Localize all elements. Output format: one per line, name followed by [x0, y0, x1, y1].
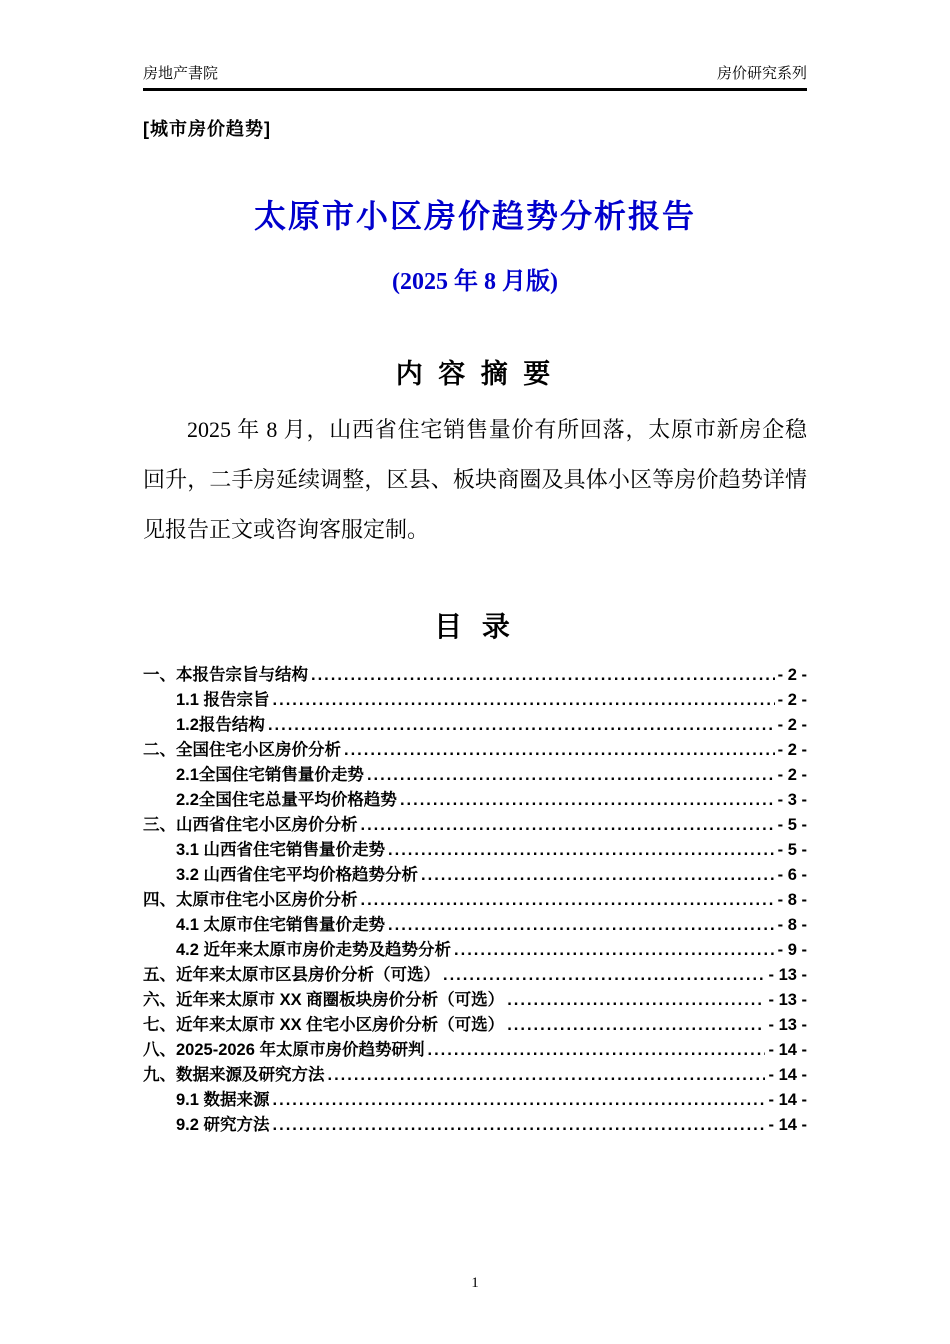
- toc-leader-dots: [273, 1113, 766, 1138]
- toc-entry-page: - 6 -: [777, 866, 807, 884]
- toc-entry: [143, 1063, 807, 1088]
- toc-list: [143, 663, 807, 1138]
- toc-entry-page: - 2 -: [777, 766, 807, 784]
- toc-entry-page: - 8 -: [777, 891, 807, 909]
- toc-entry-label: 四、太原市住宅小区房价分析: [143, 891, 358, 909]
- toc-entry-label: 1.1 报告宗旨: [176, 691, 270, 709]
- toc-entry: [143, 988, 807, 1013]
- toc-leader-dots: [361, 888, 775, 913]
- toc-entry-page: - 13 -: [768, 991, 807, 1009]
- toc-leader-dots: [507, 1013, 765, 1038]
- toc-entry: [143, 663, 807, 688]
- toc-entry: [143, 738, 807, 763]
- toc-leader-dots: [328, 1063, 766, 1088]
- toc-entry-page: - 14 -: [768, 1116, 807, 1134]
- toc-leader-dots: [344, 738, 775, 763]
- toc-entry-label: 五、近年来太原市区县房价分析（可选）: [143, 966, 440, 984]
- toc-entry: [143, 863, 807, 888]
- toc-entry-label: 六、近年来太原市 XX 商圈板块房价分析（可选）: [143, 991, 505, 1009]
- toc-entry-page: - 8 -: [777, 916, 807, 934]
- toc-leader-dots: [388, 913, 775, 938]
- toc-leader-dots: [268, 713, 775, 738]
- category-label: [城市房价趋势]: [143, 119, 271, 139]
- toc-entry: [143, 788, 807, 813]
- toc-entry-page: - 2 -: [777, 691, 807, 709]
- toc-entry: [143, 713, 807, 738]
- toc-entry-page: - 2 -: [777, 741, 807, 759]
- toc-entry-label: 2.1全国住宅销售量价走势: [176, 766, 364, 784]
- toc-entry-page: - 5 -: [777, 816, 807, 834]
- toc-leader-dots: [273, 688, 775, 713]
- toc-leader-dots: [507, 988, 765, 1013]
- toc-entry: [143, 1013, 807, 1038]
- toc-leader-dots: [428, 1038, 766, 1063]
- toc-entry-label: 七、近年来太原市 XX 住宅小区房价分析（可选）: [143, 1016, 505, 1034]
- toc-entry: [143, 938, 807, 963]
- page-header: [143, 0, 807, 91]
- toc-entry-page: - 14 -: [768, 1091, 807, 1109]
- toc-entry-label: 一、本报告宗旨与结构: [143, 666, 308, 684]
- toc-entry-page: - 13 -: [768, 966, 807, 984]
- toc-entry-page: - 2 -: [777, 666, 807, 684]
- toc-entry-label: 2.2全国住宅总量平均价格趋势: [176, 791, 397, 809]
- toc-leader-dots: [388, 838, 775, 863]
- toc-entry: [143, 1038, 807, 1063]
- toc-leader-dots: [454, 938, 775, 963]
- toc-entry: [143, 813, 807, 838]
- toc-entry-label: 9.1 数据来源: [176, 1091, 270, 1109]
- toc-entry-label: 二、全国住宅小区房价分析: [143, 741, 341, 759]
- toc-entry: [143, 963, 807, 988]
- toc-leader-dots: [367, 763, 775, 788]
- toc-entry: [143, 1113, 807, 1138]
- toc-leader-dots: [400, 788, 775, 813]
- toc-entry: [143, 838, 807, 863]
- toc-entry-label: 4.2 近年来太原市房价走势及趋势分析: [176, 941, 452, 959]
- toc-heading: 目 录: [434, 611, 516, 642]
- header-left-text: 房地产書院: [143, 65, 219, 82]
- report-title: 太原市小区房价趋势分析报告: [253, 198, 696, 234]
- toc-leader-dots: [361, 813, 775, 838]
- page-number: 1: [471, 1275, 479, 1291]
- toc-entry-page: - 9 -: [777, 941, 807, 959]
- header-right-text: 房价研究系列: [716, 65, 807, 82]
- toc-entry-label: 八、2025-2026 年太原市房价趋势研判: [143, 1041, 425, 1059]
- toc-entry-page: - 13 -: [768, 1016, 807, 1034]
- toc-entry-label: 4.1 太原市住宅销售量价走势: [176, 916, 386, 934]
- toc-entry-page: - 5 -: [777, 841, 807, 859]
- toc-entry-label: 1.2报告结构: [176, 716, 265, 734]
- toc-entry-label: 9.2 研究方法: [176, 1116, 270, 1134]
- toc-leader-dots: [273, 1088, 766, 1113]
- toc-entry-page: - 14 -: [768, 1066, 807, 1084]
- report-subtitle: (2025 年 8 月版): [392, 269, 558, 295]
- toc-entry-page: - 2 -: [777, 716, 807, 734]
- abstract-paragraph: 2025 年 8 月，山西省住宅销售量价有所回落，太原市新房企稳回升，二手房延续调整，区县、板块商圈及具体小区等房价趋势详情见报告正文或咨询客服定制。: [143, 417, 807, 542]
- toc-entry: [143, 888, 807, 913]
- abstract-heading: 内 容 摘 要: [395, 359, 555, 389]
- toc-entry: [143, 1088, 807, 1113]
- toc-leader-dots: [421, 863, 775, 888]
- toc-entry-label: 3.1 山西省住宅销售量价走势: [176, 841, 386, 859]
- toc-entry-label: 九、数据来源及研究方法: [143, 1066, 325, 1084]
- toc-leader-dots: [311, 663, 775, 688]
- toc-entry: [143, 688, 807, 713]
- toc-leader-dots: [443, 963, 765, 988]
- toc-entry-label: 3.2 山西省住宅平均价格趋势分析: [176, 866, 419, 884]
- toc-entry: [143, 913, 807, 938]
- toc-entry-label: 三、山西省住宅小区房价分析: [143, 816, 358, 834]
- toc-entry-page: - 14 -: [768, 1041, 807, 1059]
- toc-entry-page: - 3 -: [777, 791, 807, 809]
- toc-entry: [143, 763, 807, 788]
